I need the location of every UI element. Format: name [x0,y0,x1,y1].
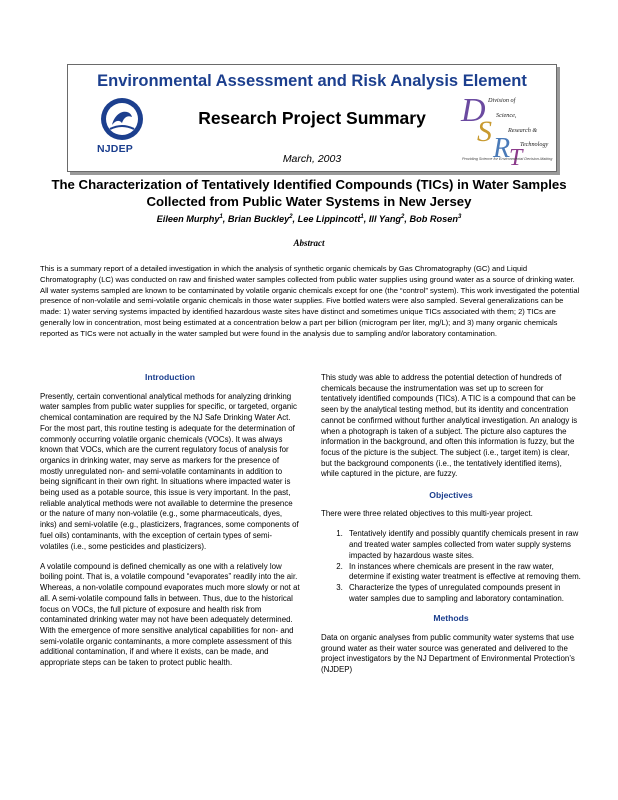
abstract-heading: Abstract [293,238,325,248]
author-affiliation: 1 [360,214,364,220]
author-list: Eileen Murphy$^1$, Brian Buckley$^2$, Lee Lippincott$^1$, Ill Yang$^2$, Bob Rosen$^3$ [156,214,462,225]
author-name: Ill Yang [368,214,402,225]
header-banner [67,64,557,172]
dsrt-tagline: Providing Science for Environmental Decision-Making [462,157,553,161]
svg-text:T: T [509,145,523,169]
document-title: The Characterization of Tentatively Identified Compounds (TICs) in Water Samples Collected from Public Water Systems in New Jersey [51,177,567,209]
right-column [321,373,581,685]
dsrt-line-3: Research & [508,127,538,134]
summary-title: Research Project Summary [198,108,426,128]
svg-text:S: S [477,115,492,148]
methods-paragraph: Data on organic analyses from public community water systems that use ground water as their water source was generated and delivered to the project investigators by the NJ Department of Environmental Protection’s (NJDEP) [321,633,575,675]
objective-item: 2. In instances where chemicals are present in the raw water, determine if existing water treatment is effective at removing them. [345,562,581,583]
author-affiliation: 3 [458,214,462,220]
dsrt-line-2: Science, [496,112,517,119]
left-column [40,372,300,678]
author-name: Eileen Murphy [156,214,220,225]
njdep-logo-label: NJDEP [96,143,133,155]
dsrt-line-1: Division of [488,97,516,104]
svg-text:R: R [493,133,511,164]
dsrt-line-4: Technology [520,141,549,148]
svg-text:D: D [461,92,486,129]
author-name: Brian Buckley [227,214,290,225]
organization-name: Environmental Assessment and Risk Analysis Element [97,72,527,90]
objectives-intro: There were three related objectives to this multi-year project. [321,509,533,519]
objectives-list [321,529,581,604]
author-affiliation: 2 [401,214,405,220]
introduction-paragraph-1: Presently, certain conventional analytical methods for analyzing drinking water samples from public water supplies for specific, or targeted, organic chemical contamination are required by the NJ Safe Drinking Water Act. For the most part, this routine testing is adequate for the determination of commonly occurring volatile organic chemicals (VOCs). It was always known that VOCs, which are the current regulatory focus of analysis for organics in drinking water, may serve as markers for the presence of mostly unregulated non- and semi-volatile contaminants in addition to being significant in their own right. In situations where impacted water is being used as a potable source, this issue is very important. In the past, reliable analytical methods were not available to determine the presence or the nature of many non-volatile (e.g., some pharmaceuticals, dyes, inks) and semi-volatile (e.g., plasticizers, fragrances, some components of fuel oils) contaminants, with the exception of certain types of semi-volatiles (i.e., some pesticides and plasticizers). [40,391,299,551]
introduction-paragraph-2: A volatile compound is defined chemically as one with a relatively low boiling point. That is, a volatile compound “evaporates” readily into the air. Whereas, a non-volatile compound evaporates much more slowly or not at all. A semi-volatile compound falls in between. Thus, due to the historical focus on VOCs, the full picture of exposure and health risk from contaminated drinking water may not have been adequately determined. With the emergence of more sensitive analytical capabilities for non- and semi-volatile organic contaminants, a more complete assessment of this additional contamination, if and where it exists, can be made, and appropriate steps can be taken to protect public health. [40,561,300,668]
abstract-text: This is a summary report of a detailed investigation in which the analysis of synthetic organic chemicals by Gas Chromatography (GC) and Liquid Chromatography (LC) was conducted on raw and finished water samples collected from public water supplies using ground water as a source of drinking water. All water systems sampled are known to be contaminated by volatile organic chemicals except for one (the “control” system). This work investigated the potential presence of non-volatile and semi-volatile organic chemicals in those water supplies. Five bottled waters were also sampled. Several generalizations can be made: 1) water serving systems impacted by identified hazardous waste sites have distinct and sometimes unique TICs associated with them; 2) TICs are generally low in concentration, most being estimated at a concentration below a part per billion (microgram per liter, mg/L); and 3) many organic chemicals reported as TICs were not actually in the water sampled but were found in the analysis due to sampling and/or laboratory contamination. [40,264,580,338]
introduction-heading: Introduction [144,372,196,382]
author-affiliation: 1 [219,214,223,220]
author-name: Bob Rosen [409,214,458,225]
objective-item: 3. Characterize the types of unregulated compounds present in water samples due to sampling and laboratory contamination. [345,583,581,604]
objectives-heading: Objectives [429,489,473,500]
tic-paragraph: This study was able to address the potential detection of hundreds of chemicals because the instrumentation was set up to screen for tentatively identified compounds (TICs). A TIC is a compound that can be seen by the analytical testing method, but its identity and concentration cannot be confirmed without further analytical investigation. An analogy is when a photograph is taken of a subject. The picture also captures the information in the background, and often this information is fuzzy, but the focus of the picture is the subject. The subject (i.e., target item) is clear, but the background components (i.e., the tentatively identified items), while captured in the picture, are fuzzy. [321,373,578,479]
report-date: March, 2003 [282,153,342,165]
author-affiliation: 2 [289,214,293,220]
author-name: Lee Lippincott [297,214,361,225]
methods-heading: Methods [433,613,469,624]
objective-item: 1. Tentatively identify and possibly quantify chemicals present in raw and treated water samples collected from water supply systems impacted by hazardous waste sites. [345,529,581,561]
